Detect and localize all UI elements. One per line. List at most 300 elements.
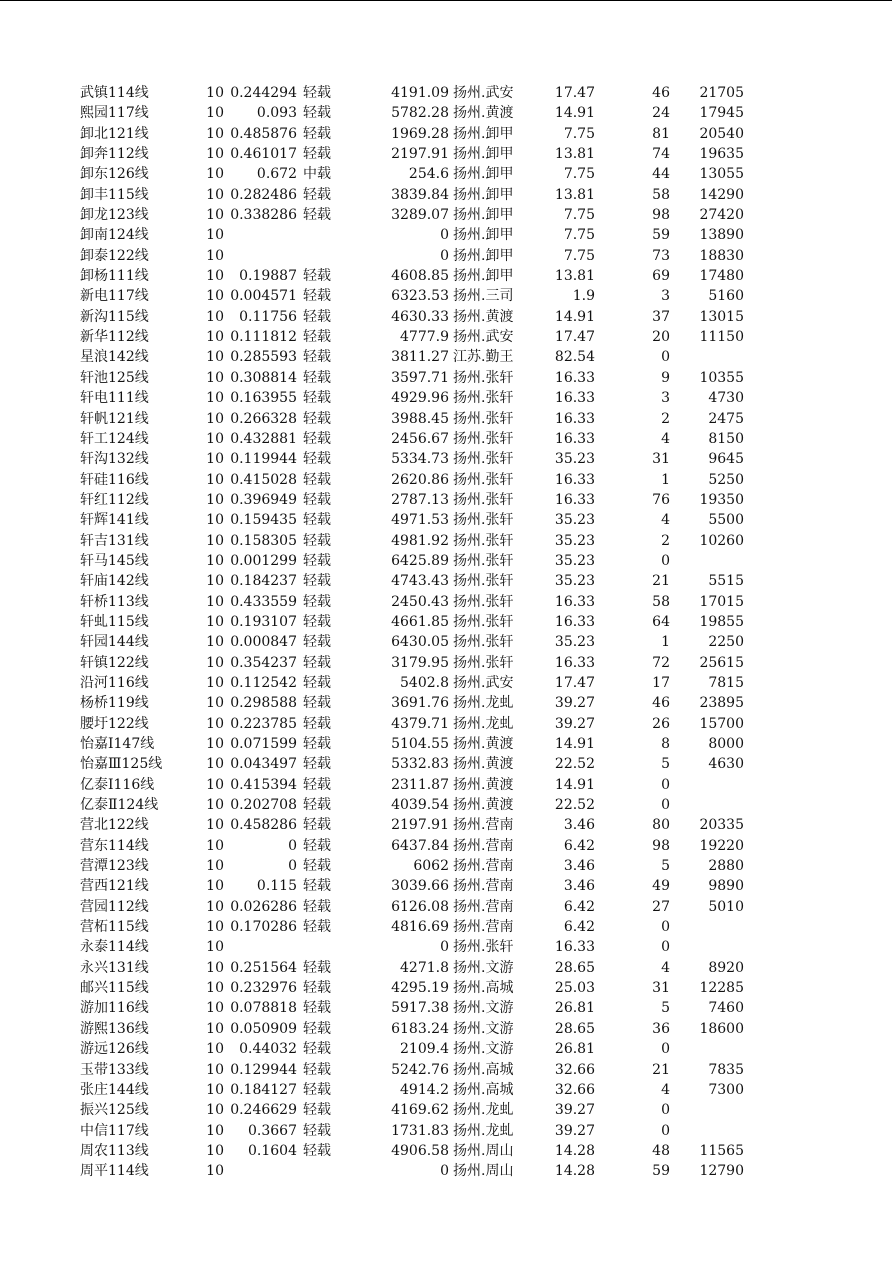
- voltage-cell: 10: [206, 390, 224, 407]
- voltage-cell: 10: [206, 186, 224, 203]
- line-length-cell: 25.03: [554, 980, 595, 997]
- transformer-capacity-cell: 21705: [699, 85, 744, 101]
- table-row: [0, 225, 892, 245]
- transformer-capacity-cell: 8000: [708, 736, 744, 752]
- spare-capacity-cell: 6437.84: [391, 837, 449, 854]
- transformer-capacity-cell: 13890: [699, 227, 744, 244]
- transformer-count-cell: 4: [661, 1081, 670, 1098]
- spare-capacity-cell: 3839.84: [391, 186, 449, 203]
- line-name-cell: 新华112线: [80, 329, 149, 346]
- voltage-cell: 10: [206, 1102, 224, 1119]
- table-row: [0, 164, 892, 184]
- load-status-cell: 轻载: [303, 1020, 331, 1037]
- line-name-cell: 腰圩122线: [80, 715, 149, 732]
- substation-cell: 扬州.卸甲: [453, 125, 514, 142]
- line-length-cell: 35.23: [554, 634, 595, 651]
- transformer-count-cell: 3: [661, 390, 670, 407]
- line-length-cell: 7.75: [563, 247, 595, 264]
- load-ratio-cell: 0.026286: [230, 898, 297, 915]
- voltage-cell: 10: [206, 1041, 224, 1058]
- spare-capacity-cell: 3597.71: [391, 369, 449, 386]
- voltage-cell: 10: [206, 1020, 224, 1037]
- voltage-cell: 10: [206, 288, 224, 305]
- line-name-cell: 杨桥119线: [80, 695, 149, 712]
- load-status-cell: 轻载: [303, 105, 331, 122]
- transformer-count-cell: 49: [652, 878, 670, 895]
- spare-capacity-cell: 4661.85: [391, 613, 449, 630]
- table-row: [0, 876, 892, 896]
- load-status-cell: 轻载: [303, 288, 331, 305]
- line-length-cell: 14.91: [554, 105, 595, 122]
- line-length-cell: 32.66: [554, 1061, 595, 1078]
- spare-capacity-cell: 2450.43: [391, 593, 449, 610]
- substation-cell: 扬州.张轩: [453, 654, 514, 671]
- table-row: [0, 653, 892, 673]
- transformer-count-cell: 76: [652, 491, 670, 508]
- table-row: [0, 1060, 892, 1080]
- line-name-cell: 轩庙142线: [80, 573, 149, 590]
- transformer-capacity-cell: 17015: [699, 593, 744, 610]
- transformer-count-cell: 8: [661, 736, 670, 752]
- transformer-capacity-cell: 10355: [699, 369, 744, 386]
- transformer-count-cell: 72: [652, 654, 670, 671]
- load-ratio-cell: 0.282486: [230, 186, 297, 203]
- load-ratio-cell: 0.266328: [230, 410, 297, 427]
- table-row: [0, 307, 892, 327]
- voltage-cell: 10: [206, 593, 224, 610]
- spare-capacity-cell: 5104.55: [391, 736, 449, 752]
- line-length-cell: 17.47: [554, 674, 595, 691]
- transformer-capacity-cell: 14290: [699, 186, 744, 203]
- line-name-cell: 轩红112线: [80, 491, 149, 508]
- spare-capacity-cell: 4914.2: [400, 1081, 449, 1098]
- line-length-cell: 16.33: [554, 390, 595, 407]
- spare-capacity-cell: 5402.8: [400, 674, 449, 691]
- substation-cell: 扬州.高城: [453, 1061, 514, 1078]
- voltage-cell: 10: [206, 369, 224, 386]
- load-ratio-cell: 0.44032: [239, 1041, 297, 1058]
- top-border: [0, 0, 892, 1]
- line-name-cell: 轩沟132线: [80, 451, 149, 468]
- line-name-cell: 卸丰115线: [80, 186, 149, 203]
- line-length-cell: 26.81: [554, 1000, 595, 1017]
- line-name-cell: 轩辉141线: [80, 512, 149, 529]
- load-ratio-cell: 0.111812: [230, 329, 297, 346]
- load-ratio-cell: 0.19887: [239, 268, 297, 285]
- line-name-cell: 营园112线: [80, 898, 149, 915]
- line-length-cell: 14.91: [554, 308, 595, 325]
- load-status-cell: 中载: [303, 166, 331, 183]
- table-row: [0, 815, 892, 835]
- line-name-cell: 永兴131线: [80, 959, 149, 976]
- load-status-cell: 轻载: [303, 715, 331, 732]
- line-name-cell: 卸北121线: [80, 125, 149, 142]
- line-length-cell: 35.23: [554, 532, 595, 549]
- load-status-cell: 轻载: [303, 1102, 331, 1119]
- spare-capacity-cell: 1731.83: [391, 1122, 449, 1139]
- load-ratio-cell: 0.338286: [230, 207, 297, 224]
- spare-capacity-cell: 6062: [413, 858, 449, 875]
- spare-capacity-cell: 3289.07: [391, 207, 449, 224]
- load-status-cell: 轻载: [303, 125, 331, 142]
- spare-capacity-cell: 6425.89: [391, 552, 449, 569]
- line-name-cell: 沿河116线: [80, 674, 149, 691]
- transformer-capacity-cell: 9645: [708, 451, 744, 468]
- load-ratio-cell: 0.159435: [230, 512, 297, 529]
- transformer-capacity-cell: 13015: [699, 308, 744, 325]
- transformer-capacity-cell: 2880: [708, 858, 744, 875]
- load-ratio-cell: 0.285593: [230, 349, 297, 366]
- substation-cell: 扬州.黄渡: [453, 776, 514, 793]
- substation-cell: 扬州.营南: [453, 858, 514, 875]
- load-status-cell: 轻载: [303, 980, 331, 997]
- load-ratio-cell: 0.3667: [248, 1122, 297, 1139]
- load-ratio-cell: 0.1604: [248, 1142, 297, 1159]
- transformer-capacity-cell: 4630: [708, 756, 744, 773]
- transformer-capacity-cell: 20335: [699, 817, 744, 834]
- table-row: [0, 347, 892, 367]
- load-status-cell: 轻载: [303, 146, 331, 163]
- table-row: [0, 388, 892, 408]
- transformer-count-cell: 37: [652, 308, 670, 325]
- load-ratio-cell: 0.415028: [230, 471, 297, 488]
- load-status-cell: 轻载: [303, 858, 331, 875]
- substation-cell: 扬州.营南: [453, 919, 514, 936]
- voltage-cell: 10: [206, 105, 224, 122]
- substation-cell: 扬州.卸甲: [453, 207, 514, 224]
- voltage-cell: 10: [206, 471, 224, 488]
- transformer-capacity-cell: 23895: [699, 695, 744, 712]
- transformer-capacity-cell: 17480: [699, 268, 744, 285]
- transformer-capacity-cell: 12790: [699, 1163, 744, 1180]
- voltage-cell: 10: [206, 308, 224, 325]
- substation-cell: 扬州.文游: [453, 1041, 514, 1058]
- transformer-capacity-cell: 5500: [708, 512, 744, 529]
- substation-cell: 扬州.高城: [453, 1081, 514, 1098]
- voltage-cell: 10: [206, 491, 224, 508]
- line-length-cell: 28.65: [554, 959, 595, 976]
- transformer-count-cell: 69: [652, 268, 670, 285]
- line-length-cell: 17.47: [554, 329, 595, 346]
- substation-cell: 扬州.卸甲: [453, 247, 514, 264]
- load-status-cell: 轻载: [303, 654, 331, 671]
- load-ratio-cell: 0.071599: [230, 736, 297, 752]
- transformer-count-cell: 1: [661, 634, 670, 651]
- line-length-cell: 1.9: [572, 288, 595, 305]
- load-ratio-cell: 0.170286: [230, 919, 297, 936]
- line-length-cell: 7.75: [563, 125, 595, 142]
- substation-cell: 扬州.营南: [453, 898, 514, 915]
- table-row: [0, 937, 892, 957]
- line-length-cell: 14.91: [554, 736, 595, 752]
- spare-capacity-cell: 2311.87: [391, 776, 449, 793]
- transformer-count-cell: 48: [652, 1142, 670, 1159]
- load-ratio-cell: 0.461017: [230, 146, 297, 163]
- table-row: [0, 734, 892, 754]
- transformer-count-cell: 4: [661, 959, 670, 976]
- spare-capacity-cell: 4271.8: [400, 959, 449, 976]
- voltage-cell: 10: [206, 613, 224, 630]
- load-status-cell: 轻载: [303, 390, 331, 407]
- line-name-cell: 熙园117线: [80, 105, 149, 122]
- voltage-cell: 10: [206, 715, 224, 732]
- table-row: [0, 368, 892, 388]
- transformer-count-cell: 0: [661, 1102, 670, 1119]
- spare-capacity-cell: 4929.96: [391, 390, 449, 407]
- load-status-cell: 轻载: [303, 1000, 331, 1017]
- table-row: [0, 103, 892, 123]
- load-ratio-cell: 0.308814: [230, 369, 297, 386]
- load-status-cell: 轻载: [303, 613, 331, 630]
- voltage-cell: 10: [206, 776, 224, 793]
- line-length-cell: 22.52: [554, 797, 595, 814]
- table-row: [0, 571, 892, 591]
- load-ratio-cell: 0.050909: [230, 1020, 297, 1037]
- line-length-cell: 16.33: [554, 369, 595, 386]
- transformer-capacity-cell: 17945: [699, 105, 744, 122]
- spare-capacity-cell: 2197.91: [391, 817, 449, 834]
- transformer-count-cell: 0: [661, 939, 670, 956]
- substation-cell: 扬州.张轩: [453, 410, 514, 427]
- voltage-cell: 10: [206, 207, 224, 224]
- substation-cell: 扬州.黄渡: [453, 756, 514, 773]
- line-name-cell: 武镇114线: [80, 85, 149, 101]
- transformer-capacity-cell: 19635: [699, 146, 744, 163]
- load-ratio-cell: 0: [288, 837, 297, 854]
- transformer-count-cell: 1: [661, 471, 670, 488]
- table-row: [0, 246, 892, 266]
- substation-cell: 扬州.文游: [453, 1020, 514, 1037]
- transformer-count-cell: 58: [652, 593, 670, 610]
- load-status-cell: 轻载: [303, 410, 331, 427]
- substation-cell: 扬州.张轩: [453, 512, 514, 529]
- transformer-count-cell: 5: [661, 858, 670, 875]
- line-length-cell: 16.33: [554, 654, 595, 671]
- voltage-cell: 10: [206, 125, 224, 142]
- line-name-cell: 轩帆121线: [80, 410, 149, 427]
- transformer-count-cell: 4: [661, 512, 670, 529]
- line-name-cell: 游远126线: [80, 1041, 149, 1058]
- line-name-cell: 卸泰122线: [80, 247, 149, 264]
- spare-capacity-cell: 2109.4: [400, 1041, 449, 1058]
- table-row: [0, 1141, 892, 1161]
- line-length-cell: 35.23: [554, 573, 595, 590]
- transformer-capacity-cell: 19350: [699, 491, 744, 508]
- line-name-cell: 亿泰Ⅱ124线: [80, 797, 159, 814]
- transformer-count-cell: 74: [652, 146, 670, 163]
- line-name-cell: 轩工124线: [80, 430, 149, 447]
- transformer-capacity-cell: 5250: [708, 471, 744, 488]
- spare-capacity-cell: 4169.62: [391, 1102, 449, 1119]
- transformer-capacity-cell: 7835: [708, 1061, 744, 1078]
- transformer-count-cell: 0: [661, 349, 670, 366]
- line-length-cell: 13.81: [554, 186, 595, 203]
- load-ratio-cell: 0.184127: [230, 1081, 297, 1098]
- table-row: [0, 449, 892, 469]
- substation-cell: 扬州.张轩: [453, 593, 514, 610]
- spare-capacity-cell: 5334.73: [391, 451, 449, 468]
- voltage-cell: 10: [206, 430, 224, 447]
- voltage-cell: 10: [206, 817, 224, 834]
- line-name-cell: 怡嘉Ⅰ147线: [80, 736, 155, 752]
- load-ratio-cell: 0.119944: [230, 451, 297, 468]
- line-name-cell: 轩吉131线: [80, 532, 149, 549]
- transformer-count-cell: 46: [652, 85, 670, 101]
- load-status-cell: 轻载: [303, 776, 331, 793]
- transformer-capacity-cell: 27420: [699, 207, 744, 224]
- voltage-cell: 10: [206, 1081, 224, 1098]
- line-length-cell: 16.33: [554, 430, 595, 447]
- load-ratio-cell: 0.458286: [230, 817, 297, 834]
- line-length-cell: 16.33: [554, 471, 595, 488]
- transformer-capacity-cell: 5010: [708, 898, 744, 915]
- transformer-capacity-cell: 12285: [699, 980, 744, 997]
- line-length-cell: 28.65: [554, 1020, 595, 1037]
- table-row: [0, 124, 892, 144]
- table-row: [0, 978, 892, 998]
- substation-cell: 扬州.张轩: [453, 613, 514, 630]
- transformer-capacity-cell: 7460: [708, 1000, 744, 1017]
- transformer-count-cell: 20: [652, 329, 670, 346]
- substation-cell: 扬州.卸甲: [453, 186, 514, 203]
- load-status-cell: 轻载: [303, 1142, 331, 1159]
- table-row: [0, 327, 892, 347]
- substation-cell: 扬州.龙虬: [453, 695, 514, 712]
- substation-cell: 扬州.营南: [453, 878, 514, 895]
- line-name-cell: 营西121线: [80, 878, 149, 895]
- substation-cell: 扬州.张轩: [453, 573, 514, 590]
- transformer-count-cell: 31: [652, 980, 670, 997]
- substation-cell: 扬州.张轩: [453, 451, 514, 468]
- transformer-count-cell: 64: [652, 613, 670, 630]
- spare-capacity-cell: 5332.83: [391, 756, 449, 773]
- voltage-cell: 10: [206, 939, 224, 956]
- line-length-cell: 6.42: [563, 837, 595, 854]
- transformer-count-cell: 58: [652, 186, 670, 203]
- table-row: [0, 673, 892, 693]
- load-ratio-cell: 0.396949: [230, 491, 297, 508]
- spare-capacity-cell: 4906.58: [391, 1142, 449, 1159]
- voltage-cell: 10: [206, 797, 224, 814]
- table-row: [0, 144, 892, 164]
- load-ratio-cell: 0.223785: [230, 715, 297, 732]
- line-name-cell: 中信117线: [80, 1122, 149, 1139]
- load-status-cell: 轻载: [303, 817, 331, 834]
- voltage-cell: 10: [206, 919, 224, 936]
- spare-capacity-cell: 6323.53: [391, 288, 449, 305]
- table-row: [0, 1039, 892, 1059]
- substation-cell: 扬州.张轩: [453, 634, 514, 651]
- line-name-cell: 新沟115线: [80, 308, 149, 325]
- table-row: [0, 490, 892, 510]
- transformer-count-cell: 46: [652, 695, 670, 712]
- line-name-cell: 怡嘉Ⅲ125线: [80, 756, 163, 773]
- voltage-cell: 10: [206, 980, 224, 997]
- substation-cell: 扬州.张轩: [453, 532, 514, 549]
- load-ratio-cell: 0.078818: [230, 1000, 297, 1017]
- table-row: [0, 205, 892, 225]
- table-row: [0, 266, 892, 286]
- load-ratio-cell: 0.246629: [230, 1102, 297, 1119]
- load-ratio-cell: 0.672: [256, 166, 297, 183]
- transformer-capacity-cell: 8150: [708, 430, 744, 447]
- load-ratio-cell: 0.158305: [230, 532, 297, 549]
- transformer-capacity-cell: 7300: [708, 1081, 744, 1098]
- load-ratio-cell: 0.298588: [230, 695, 297, 712]
- substation-cell: 扬州.营南: [453, 837, 514, 854]
- spare-capacity-cell: 6183.24: [391, 1020, 449, 1037]
- voltage-cell: 10: [206, 227, 224, 244]
- voltage-cell: 10: [206, 837, 224, 854]
- line-length-cell: 6.42: [563, 898, 595, 915]
- line-name-cell: 张庄144线: [80, 1081, 149, 1098]
- table-row: [0, 286, 892, 306]
- transformer-count-cell: 0: [661, 552, 670, 569]
- substation-cell: 扬州.张轩: [453, 491, 514, 508]
- substation-cell: 扬州.周山: [453, 1163, 514, 1180]
- line-length-cell: 39.27: [554, 1122, 595, 1139]
- voltage-cell: 10: [206, 146, 224, 163]
- line-length-cell: 26.81: [554, 1041, 595, 1058]
- load-ratio-cell: 0: [288, 858, 297, 875]
- substation-cell: 扬州.高城: [453, 980, 514, 997]
- voltage-cell: 10: [206, 959, 224, 976]
- voltage-cell: 10: [206, 736, 224, 752]
- load-status-cell: 轻载: [303, 837, 331, 854]
- table-row: [0, 775, 892, 795]
- voltage-cell: 10: [206, 85, 224, 101]
- load-status-cell: 轻载: [303, 919, 331, 936]
- load-status-cell: 轻载: [303, 1041, 331, 1058]
- voltage-cell: 10: [206, 1163, 224, 1180]
- line-length-cell: 32.66: [554, 1081, 595, 1098]
- line-length-cell: 16.33: [554, 410, 595, 427]
- substation-cell: 扬州.黄渡: [453, 797, 514, 814]
- transformer-count-cell: 4: [661, 430, 670, 447]
- spare-capacity-cell: 4816.69: [391, 919, 449, 936]
- load-ratio-cell: 0.000847: [230, 634, 297, 651]
- line-length-cell: 16.33: [554, 491, 595, 508]
- transformer-count-cell: 3: [661, 288, 670, 305]
- line-name-cell: 卸南124线: [80, 227, 149, 244]
- line-name-cell: 轩电111线: [80, 390, 149, 407]
- voltage-cell: 10: [206, 349, 224, 366]
- line-length-cell: 39.27: [554, 1102, 595, 1119]
- spare-capacity-cell: 4971.53: [391, 512, 449, 529]
- voltage-cell: 10: [206, 695, 224, 712]
- transformer-count-cell: 73: [652, 247, 670, 264]
- voltage-cell: 10: [206, 674, 224, 691]
- load-status-cell: 轻载: [303, 674, 331, 691]
- load-ratio-cell: 0.093: [256, 105, 297, 122]
- transformer-count-cell: 2: [661, 410, 670, 427]
- spare-capacity-cell: 5242.76: [391, 1061, 449, 1078]
- line-name-cell: 轩池125线: [80, 369, 149, 386]
- voltage-cell: 10: [206, 247, 224, 264]
- spare-capacity-cell: 4630.33: [391, 308, 449, 325]
- transformer-count-cell: 5: [661, 756, 670, 773]
- line-name-cell: 轩虬115线: [80, 613, 149, 630]
- line-name-cell: 营柘115线: [80, 919, 149, 936]
- transformer-count-cell: 98: [652, 837, 670, 854]
- voltage-cell: 10: [206, 532, 224, 549]
- voltage-cell: 10: [206, 451, 224, 468]
- load-status-cell: 轻载: [303, 593, 331, 610]
- load-ratio-cell: 0.001299: [230, 552, 297, 569]
- transformer-capacity-cell: 2250: [708, 634, 744, 651]
- load-ratio-cell: 0.202708: [230, 797, 297, 814]
- transformer-count-cell: 24: [652, 105, 670, 122]
